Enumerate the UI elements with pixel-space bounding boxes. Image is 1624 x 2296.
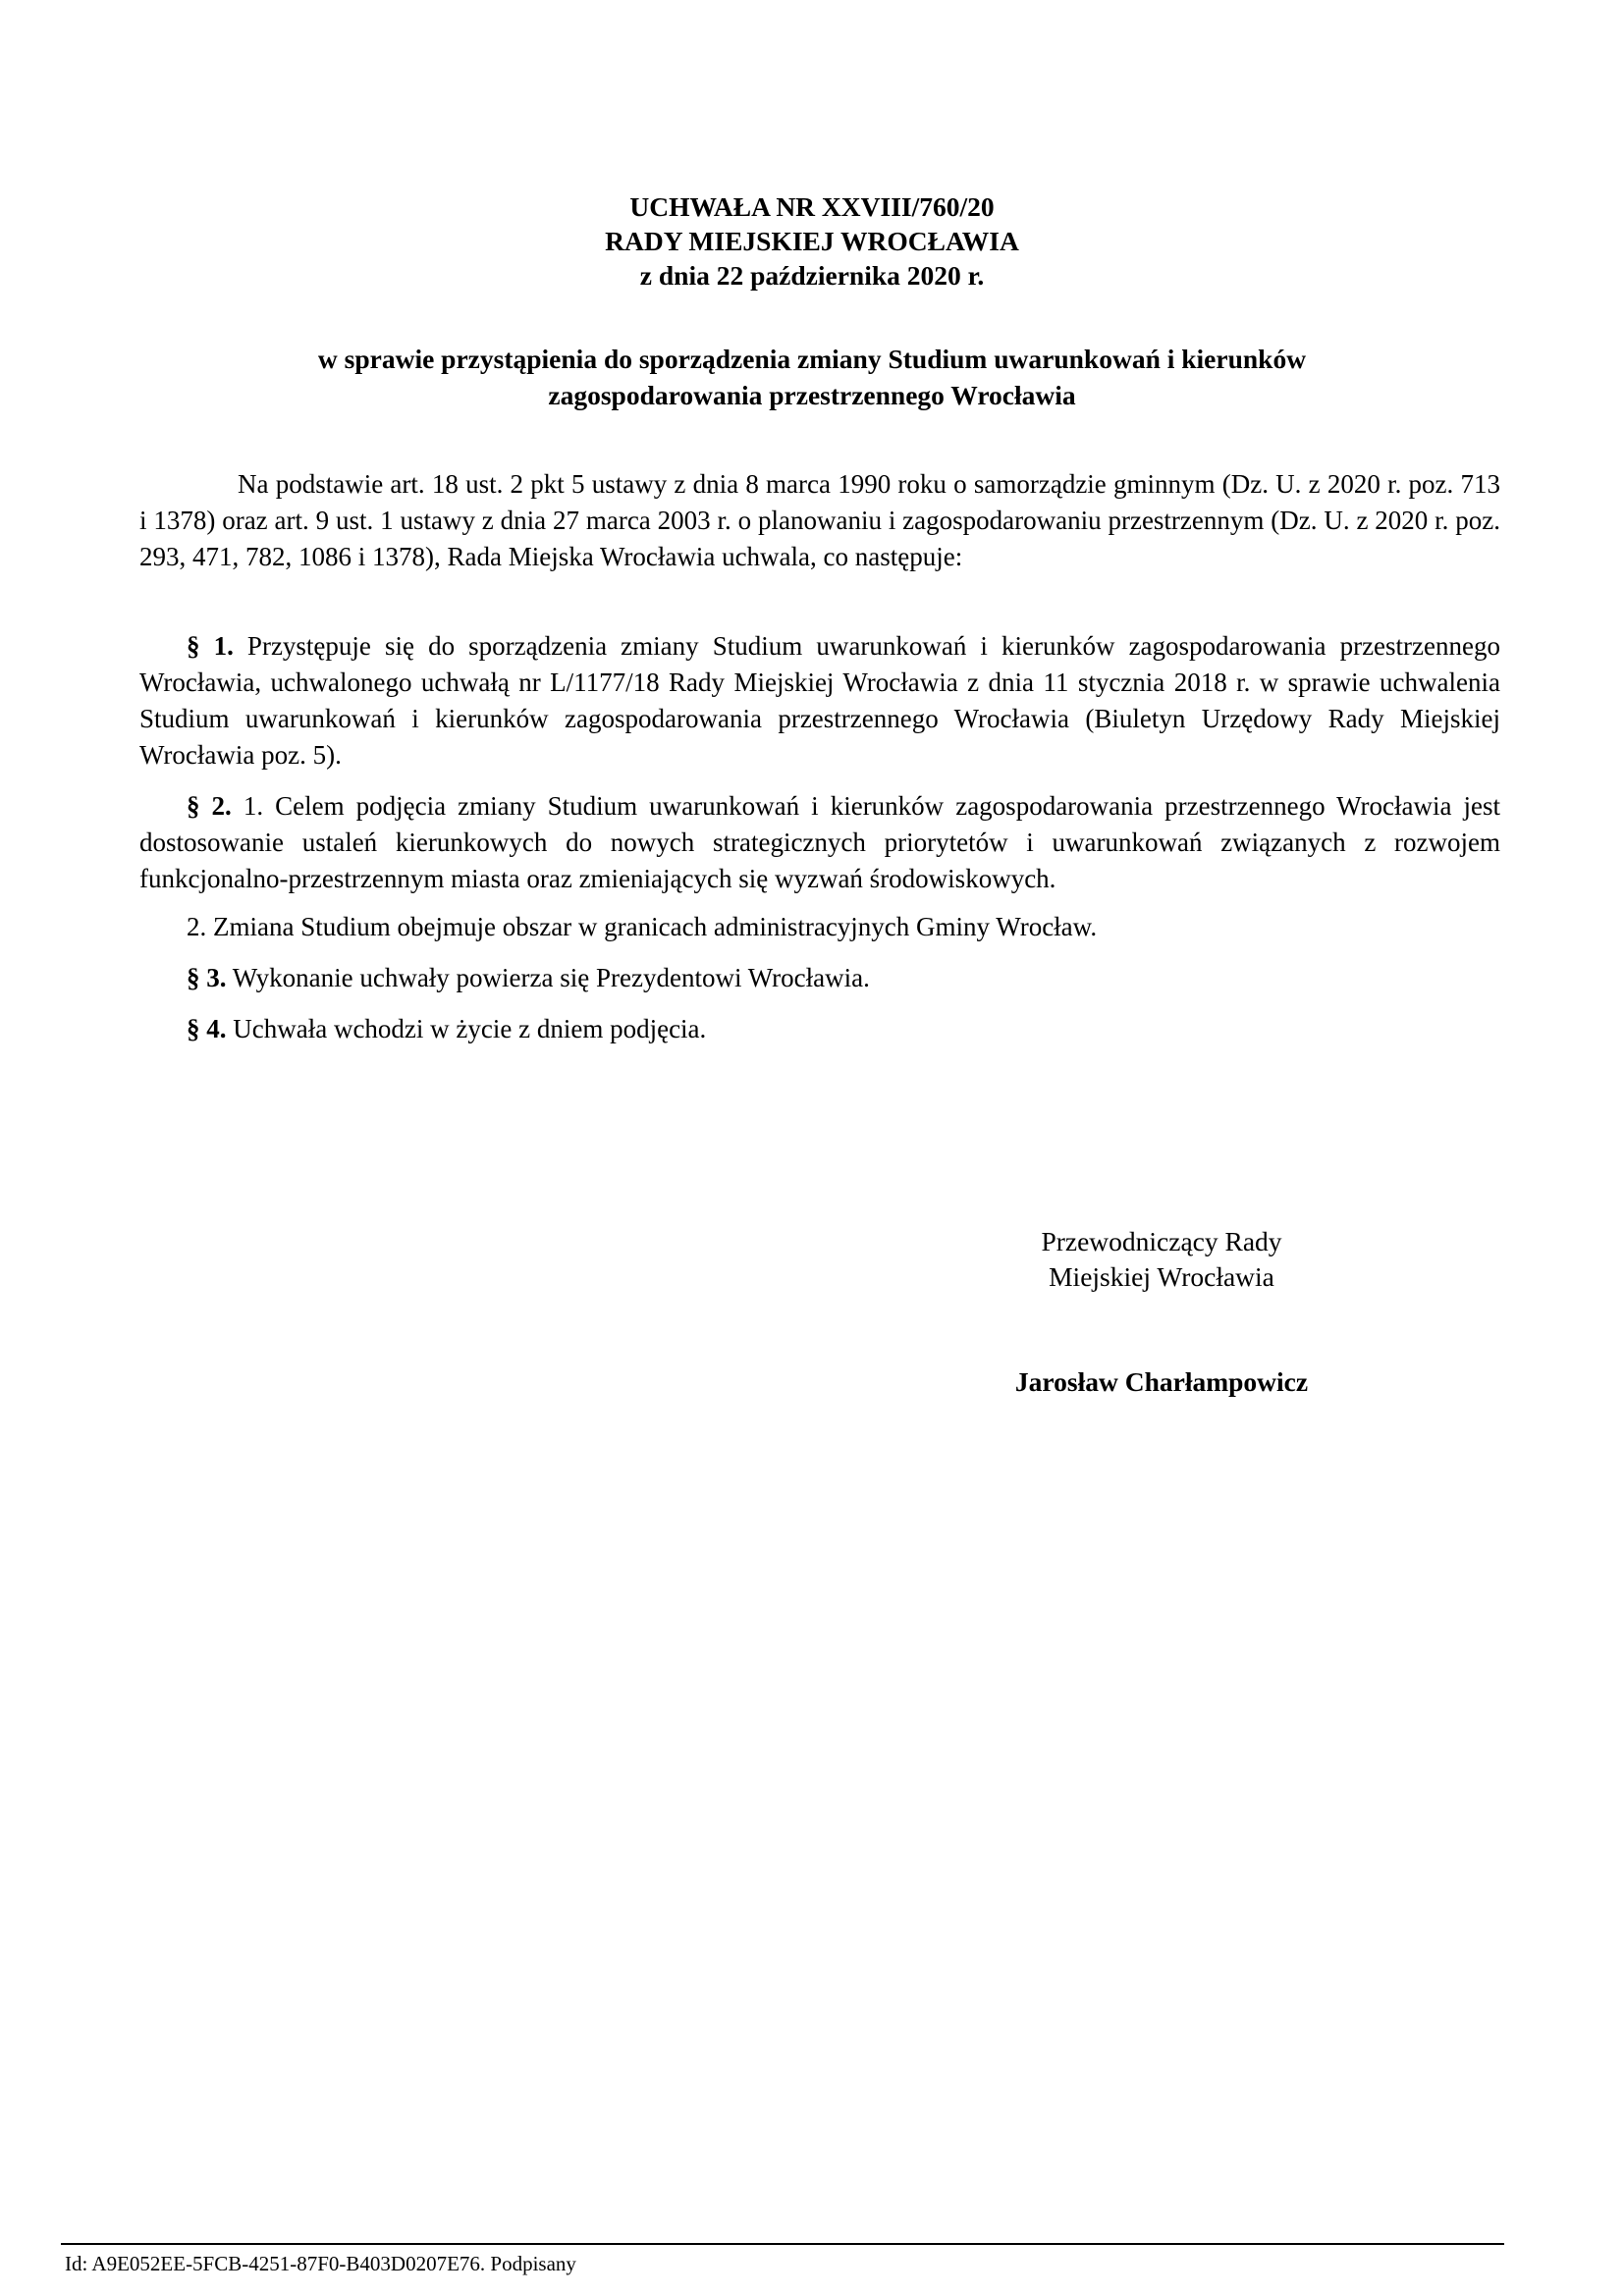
section-4-paragraph: [139, 1011, 1500, 1047]
resolution-date: z dnia 22 października 2020 r.: [639, 260, 985, 291]
signatory-name: Jarosław Charłampowicz: [1014, 1366, 1309, 1397]
section-2-point-2-text: 2. Zmiana Studium obejmuje obszar w granicach administracyjnych Gminy Wrocław.: [187, 912, 1098, 941]
legal-basis-paragraph: Na podstawie art. 18 ust. 2 pkt 5 ustawy z dnia 8 marca 1990 roku o samorządzie gminnym (Dz. U. z 2020 r. poz. 713 i 1378) oraz art. 9 ust. 1 ustawy z dnia 27 marca 2003 r. o planowaniu i zagospodarowaniu przestrzennym (Dz. U. z 2020 r. poz. 293, 471, 782, 1086 i 1378), Rada Miejska Wrocławia uchwala, co następuje:: [139, 469, 1500, 571]
signature-role-line-2: Miejskiej Wrocławia: [1049, 1261, 1274, 1292]
section-2-text: 1. Celem podjęcia zmiany Studium uwarunkowań i kierunków zagospodarowania przestrzennego Wrocławia jest dostosowanie ustaleń kierunkowych do nowych strategicznych priorytetów i uwarunkowań związanych z rozwojem funkcjonalno-przestrzennym miasta oraz zmieniających się wyzwań środowiskowych.: [139, 791, 1501, 893]
footer-divider: [61, 2243, 1504, 2245]
section-2-mark: § 2.: [187, 791, 232, 821]
section-3-text: Wykonanie uchwały powierza się Prezydentowi Wrocławia.: [226, 963, 870, 992]
subject-line-1: w sprawie przystąpienia do sporządzenia zmiany Studium uwarunkowań i kierunków: [317, 344, 1307, 374]
signature-role: [980, 1224, 1343, 1295]
section-3-mark: § 3.: [187, 963, 227, 992]
document-id-footer: Id: A9E052EE-5FCB-4251-87F0-B403D0207E76. Podpisany: [65, 2252, 576, 2275]
section-4-text: Uchwała wchodzi w życie z dniem podjęcia.: [226, 1014, 707, 1043]
resolution-subject: [216, 341, 1408, 413]
section-2-paragraph: [139, 788, 1500, 897]
section-3-paragraph: [139, 960, 1500, 996]
section-1-text: Przystępuje się do sporządzenia zmiany Studium uwarunkowań i kierunków zagospodarowania przestrzennego Wrocławia, uchwalonego uchwałą nr L/1177/18 Rady Miejskiej Wrocławia z dnia 11 stycznia 2018 r. w sprawie uchwalenia Studium uwarunkowań i kierunków zagospodarowania przestrzennego Wrocławia (Biuletyn Urzędowy Rady Miejskiej Wrocławia poz. 5).: [139, 631, 1500, 770]
council-name: RADY MIEJSKIEJ WROCŁAWIA: [605, 226, 1019, 256]
section-1-paragraph: [139, 628, 1500, 774]
section-1-mark: § 1.: [187, 631, 234, 661]
resolution-number: UCHWAŁA NR XXVIII/760/20: [629, 191, 995, 222]
section-4-mark: § 4.: [187, 1014, 227, 1043]
subject-line-2: zagospodarowania przestrzennego Wrocławia: [548, 380, 1076, 410]
section-2-point-2: [139, 909, 1500, 945]
signature-role-line-1: Przewodniczący Rady: [1041, 1226, 1282, 1256]
